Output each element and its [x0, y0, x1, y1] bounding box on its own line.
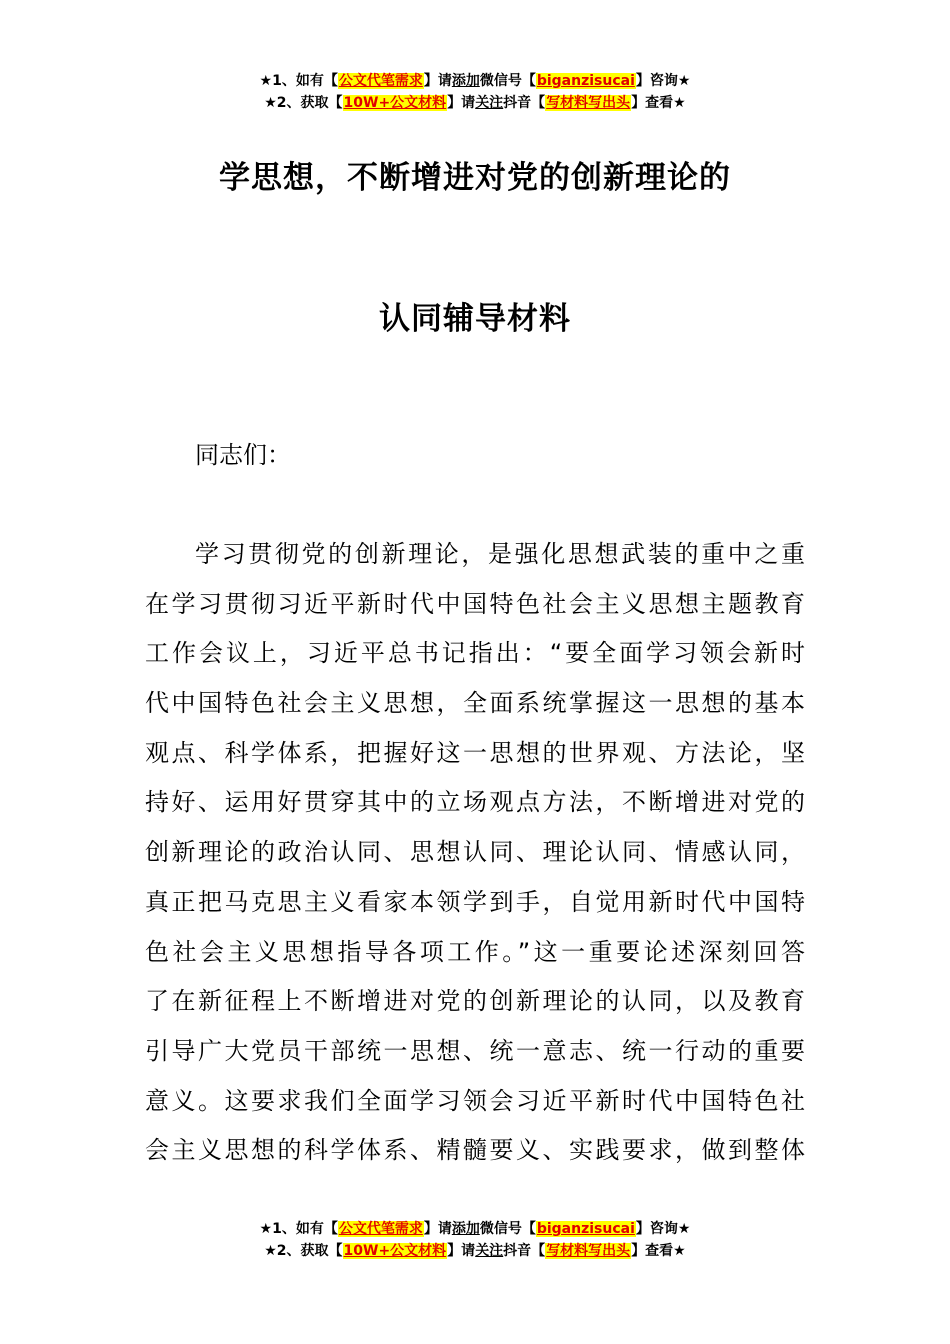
banner-text: 】请 — [447, 95, 476, 111]
banner-text: 】请 — [423, 1221, 452, 1237]
banner-text: ★1、如有【 — [259, 73, 338, 89]
document-title-line-1: 学思想，不断增进对党的创新理论的 — [219, 160, 731, 196]
banner-text: 】请 — [423, 73, 452, 89]
banner-text: 微信号【 — [479, 73, 536, 89]
paragraph-line: 代中国特色社会主义思想，全面系统掌握这一思想的基本 — [145, 689, 805, 718]
highlight-account: 写材料写出头 — [546, 1243, 631, 1259]
paragraph-line: 会主义思想的科学体系、精髓要义、实践要求，做到整体 — [145, 1136, 805, 1165]
banner-line-2 — [0, 92, 950, 114]
banner-text: ★2、获取【 — [264, 95, 343, 111]
salutation: 同志们： — [195, 441, 291, 469]
highlight-materials: 10W+公文材料 — [343, 95, 447, 111]
banner-line-1 — [0, 1218, 950, 1240]
banner-text: ★1、如有【 — [259, 1221, 338, 1237]
paragraph-line: 了在新征程上不断增进对党的创新理论的认同，以及教育 — [145, 987, 805, 1016]
footer-banner — [0, 1218, 950, 1262]
banner-line-1 — [0, 70, 950, 92]
document-title-line-2: 认同辅导材料 — [379, 301, 571, 337]
banner-emphasis: 关注 — [475, 1243, 504, 1259]
paragraph-line: 真正把马克思主义看家本领学到手，自觉用新时代中国特 — [145, 887, 805, 916]
paragraph-line: 持好、运用好贯穿其中的立场观点方法，不断增进对党的 — [145, 788, 805, 817]
highlight-wechat-id: biganzisucai — [536, 73, 635, 89]
highlight-account: 写材料写出头 — [546, 95, 631, 111]
banner-text: 微信号【 — [479, 1221, 536, 1237]
highlight-wechat-id: biganzisucai — [536, 1221, 635, 1237]
banner-line-2 — [0, 1240, 950, 1262]
highlight-service: 公文代笔需求 — [338, 73, 423, 89]
banner-emphasis: 关注 — [475, 95, 504, 111]
banner-text: 】查看★ — [631, 95, 686, 111]
banner-text: 】请 — [447, 1243, 476, 1259]
paragraph-line: 工作会议上，习近平总书记指出：“要全面学习领会新时 — [145, 639, 805, 668]
header-banner — [0, 70, 950, 114]
paragraph-line: 意义。这要求我们全面学习领会习近平新时代中国特色社 — [145, 1086, 805, 1115]
body-paragraph — [145, 530, 805, 1176]
paragraph-line: 在学习贯彻习近平新时代中国特色社会主义思想主题教育 — [145, 589, 805, 618]
banner-text: 抖音【 — [503, 95, 546, 111]
banner-text: ★2、获取【 — [264, 1243, 343, 1259]
highlight-service: 公文代笔需求 — [338, 1221, 423, 1237]
highlight-materials: 10W+公文材料 — [343, 1243, 447, 1259]
paragraph-line: 创新理论的政治认同、思想认同、理论认同、情感认同， — [145, 838, 805, 867]
paragraph-line: 观点、科学体系，把握好这一思想的世界观、方法论，坚 — [145, 738, 805, 767]
banner-text: 抖音【 — [503, 1243, 546, 1259]
paragraph-line: 引导广大党员干部统一思想、统一意志、统一行动的重要 — [145, 1036, 805, 1065]
paragraph-line: 色社会主义思想指导各项工作。”这一重要论述深刻回答 — [145, 937, 805, 966]
banner-text: 】咨询★ — [635, 1221, 691, 1237]
paragraph-line: 学习贯彻党的创新理论，是强化思想武装的重中之重 — [195, 540, 805, 568]
banner-text: 】咨询★ — [635, 73, 691, 89]
banner-emphasis: 添加 — [451, 1221, 480, 1237]
banner-emphasis: 添加 — [451, 73, 480, 89]
banner-text: 】查看★ — [631, 1243, 686, 1259]
